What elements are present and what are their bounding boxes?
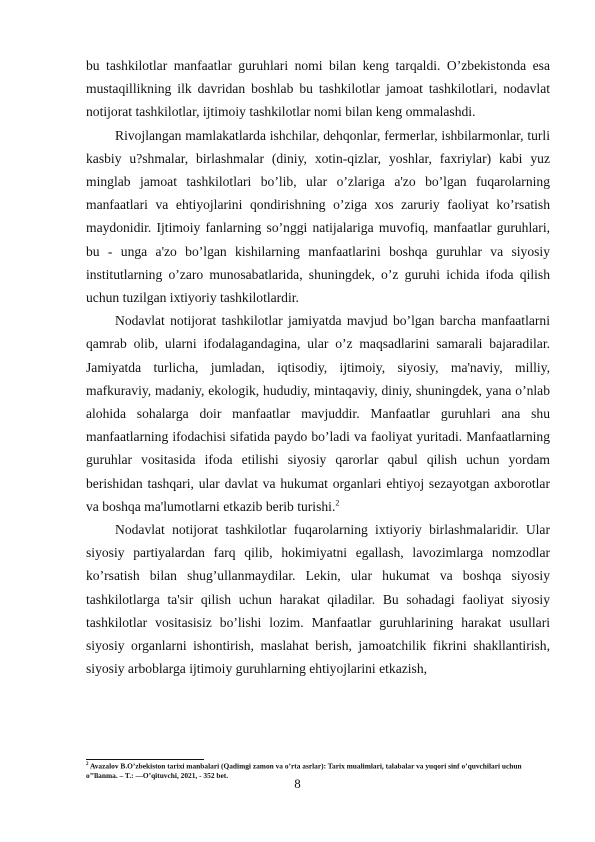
- paragraph-4: Nodavlat notijorat tashkilotlar fuqarolarning ixtiyoriy birlashmalaridir. Ular siyosiy partiyalardan farq qilib, hokimiyatni egallash, lavozimlarga nomzodlar ko’rsatish bilan shug’ullanmaydilar. Lekin, ular hukumat va boshqa siyosiy tashkilotlarga ta'sir qilish uchun harakat qiladilar. Bu sohadagi faoliyat siyosiy tashkilotlar vositasisiz bo’lishi lozim. Manfaatlar guruhlarining harakat usullari siyosiy organlarni ishontirish, maslahat berish, jamoatchilik fikrini shakllantirish, siyosiy arboblarga ijtimoiy guruhlarning ehtiyojlarini etkazish,: [86, 522, 550, 677]
- paragraph-3: [86, 309, 550, 518]
- paragraph-2: Rivojlangan mamlakatlarda ishchilar, dehqonlar, fermerlar, ishbilarmonlar, turli kasbiy u?shmalar, birlashmalar (diniy, xotin-qizlar, yoshlar, faxriylar) kabi yuz minglab jamoat tashkilotlari bo’lib, ular o’zlariga a'zo bo’lgan fuqarolarning manfaatlari va ehtiyojlarini qondirishning o’ziga xos zaruriy faoliyat ko’rsatish maydonidir. Ijtimoiy fanlarning so’nggi natijalariga muvofiq, manfaatlar guruhlari, bu - unga a'zo bo’lgan kishilarning manfaatlarini boshqa guruhlar va siyosiy institutlarning o’zaro munosabatlarida, shuningdek, o’z guruhi ichida ifoda qilish uchun tuzilgan ixtiyoriy tashkilotlardir.: [86, 127, 550, 306]
- body-text: [86, 54, 550, 680]
- page-number: 8: [294, 776, 301, 791]
- footnote-text: Avazalov B.O’zbekiston tarixi manbalari (Qadimgi zamon va o’rta asrlar): Tarix mualimlari, talabalar va yuqori sinf o’quvchilari uchun o’’llanma. – T.: —O’qituvchi, 2021, - 352 bet.: [86, 761, 522, 781]
- footnote-reference[interactable]: 2: [335, 498, 340, 508]
- paragraph-3-text: Nodavlat notijorat tashkilotlar jamiyatda mavjud bo’lgan barcha manfaatlarni qamrab olib, ularni ifodalagandagina, ular o’z maqsadlarini samarali bajaradilar. Jamiyatda turlicha, jumladan, iqtisodiy, ijtimoiy, siyosiy, ma'naviy, milliy, mafkuraviy, madaniy, ekologik, hududiy, mintaqaviy, diniy, shuningdek, yana o’nlab alohida sohalarga doir manfaatlar mavjuddir. Manfaatlar guruhlari ana shu manfaatlarning ifodachisi sifatida paydo bo’ladi va faoliyat yuritadi. Manfaatlarning guruhlar vositasida ifoda etilishi siyosiy qarorlar qabul qilish uchun yordam berishidan tashqari, ular davlat va hukumat organlari ehtiyoj sezayotgan axborotlar va boshqa ma'lumotlarni etkazib berib turishi.: [86, 313, 550, 514]
- paragraph-1: bu tashkilotlar manfaatlar guruhlari nomi bilan keng tarqaldi. O’zbekistonda esa mustaqillikning ilk davridan boshlab bu tashkilotlar jamoat tashkilotlari, nodavlat notijorat tashkilotlar, ijtimoiy tashkilotlar nomi bilan keng ommalashdi.: [86, 58, 550, 120]
- footnote-number: 2: [86, 762, 89, 767]
